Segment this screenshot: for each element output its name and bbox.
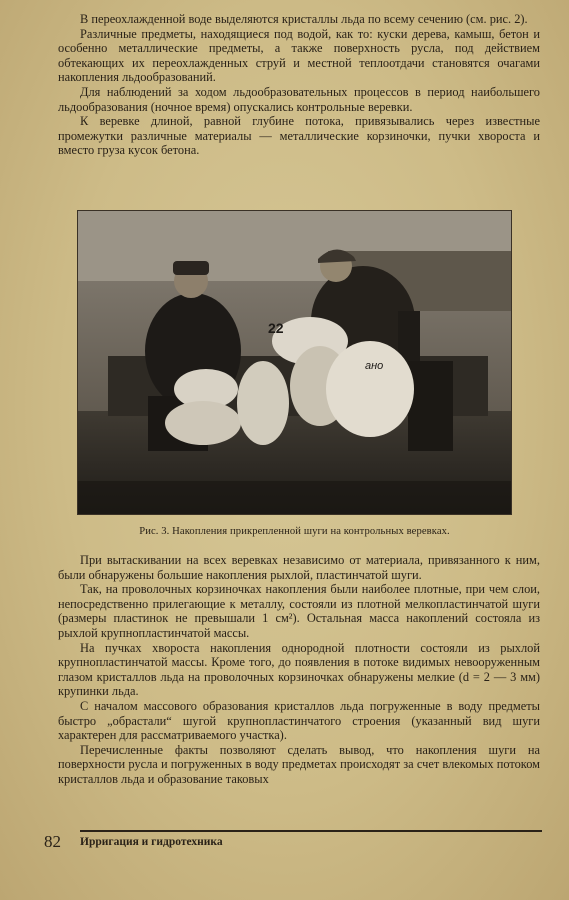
paragraph: Различные предметы, находящиеся под водой, как то: куски дерева, камыш, бетон и особенно металлические предметы, а также поверхность русла, под действием обтекающих их переохлажденных струй и местной теплоотдачи становятся очагами накопления льдообразований.: [58, 26, 540, 85]
paragraph: К веревке длиной, равной глубине потока, привязывались через известные промежутки различные материалы — металлические корзиночки, пучки хвороста и вместо груза кусок бетона.: [58, 114, 540, 158]
paragraph: В переохлажденной воде выделяются кристаллы льда по всему сечению (см. рис. 2).: [80, 12, 528, 26]
ice-lump: [326, 341, 414, 437]
paragraph: Для наблюдений за ходом льдообразовательных процессов в период наибольшего льдообразования (ночное время) опускались контрольные веревки.: [58, 84, 540, 114]
paragraph: При вытаскивании на всех веревках независимо от материала, привязанного к ним, были обнаружены большие накопления рыхлой, пластинчатой шуги.: [58, 553, 540, 582]
photo-shadow: [78, 481, 511, 514]
ice-lump: [165, 401, 241, 445]
paragraph: Перечисленные факты позволяют сделать вывод, что накопления шуги на поверхности русла и погруженных в воду предметах происходят за счет влекомых потоком кристаллов льда и образование таковых: [58, 742, 540, 786]
ice-label-ano: ано: [365, 360, 384, 372]
paragraph: Так, на проволочных корзиночках накопления были наиболее плотные, при чем слои, непосредственно прилегающие к металлу, состояли из плотной мелкопластинчатой шуги (размеры пластинок не превышали 1 см²). Остальная масса накоплений состояла из рыхлой крупнопластинчатой массы.: [58, 582, 540, 640]
person-left-hat: [173, 261, 209, 275]
figure-caption: Рис. 3. Накопления прикрепленной шуги на контрольных веревках.: [139, 526, 450, 537]
journal-title: Ирригация и гидротехника: [80, 836, 223, 848]
ice-lump: [237, 361, 289, 445]
ice-label-22: 22: [268, 320, 284, 336]
photo-illustration: [78, 211, 511, 514]
page-footer: [44, 830, 544, 852]
figure-photo: [78, 211, 511, 514]
paragraph: На пучках хвороста накопления однородной плотности состояли из рыхлой крупнопластинчатой массы. Кроме того, до появления в потоке видимых невооруженным глазом кристаллов льда на проволочных корзиночках обнаружены мелкие (d = 2 — 3 мм) крупинки льда.: [58, 640, 540, 699]
body-text-bottom: [58, 553, 540, 787]
footer-rule: [80, 830, 542, 832]
body-text-top: [58, 12, 540, 158]
page-number: 82: [44, 832, 61, 851]
paragraph: С началом массового образования кристаллов льда погруженные в воду предметы быстро „обрастали“ шугой крупнопластинчатого строения (указанный вид шуги характерен для рассматриваемого участка).: [58, 698, 540, 743]
person-right-legs: [408, 361, 453, 451]
